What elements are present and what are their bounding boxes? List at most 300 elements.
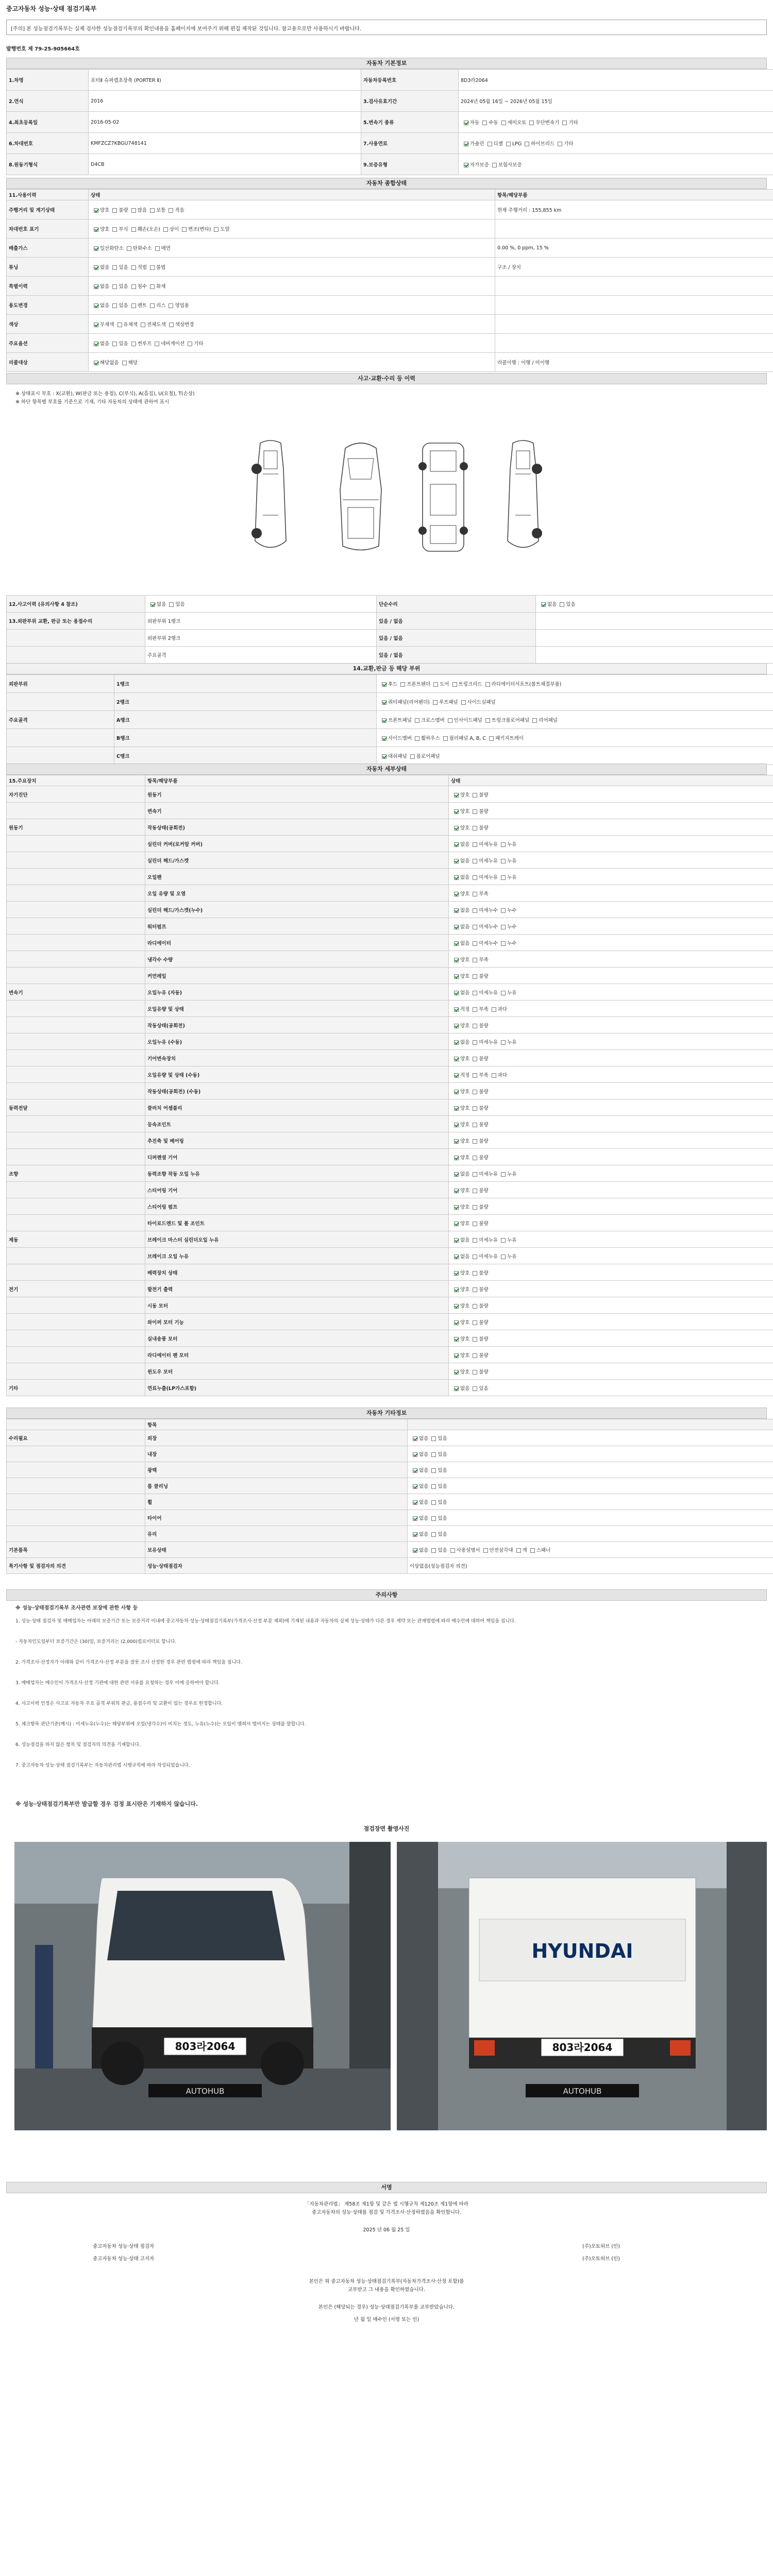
checkbox[interactable] — [112, 284, 117, 289]
checkbox[interactable] — [489, 736, 494, 741]
checkbox[interactable] — [131, 342, 136, 346]
table-cell — [377, 747, 773, 765]
table-cell — [377, 711, 773, 729]
checkbox-label: 없음 — [460, 940, 470, 946]
table-cell — [449, 1198, 773, 1215]
checkbox[interactable] — [473, 1189, 477, 1193]
table-row — [7, 219, 773, 239]
checkbox[interactable] — [431, 1532, 436, 1537]
checkbox[interactable] — [150, 265, 155, 270]
checkbox[interactable] — [473, 1073, 477, 1078]
checkbox[interactable] — [473, 1106, 477, 1111]
checkbox[interactable] — [454, 1090, 459, 1094]
checkbox[interactable] — [169, 208, 173, 213]
table-cell — [89, 239, 495, 258]
checkbox[interactable] — [410, 754, 415, 759]
checkbox[interactable] — [94, 361, 98, 365]
checkbox[interactable] — [112, 265, 117, 270]
table-cell — [495, 315, 773, 334]
checkbox-label: 화재 — [156, 284, 166, 290]
table-row — [7, 902, 773, 918]
table-cell — [495, 334, 773, 353]
checkbox[interactable] — [454, 1156, 459, 1160]
checkbox[interactable] — [492, 163, 497, 167]
table-row — [7, 596, 773, 613]
checkbox[interactable] — [454, 1222, 459, 1226]
checkbox[interactable] — [413, 1484, 417, 1489]
checkbox[interactable] — [450, 1548, 455, 1553]
checkbox[interactable] — [431, 1500, 436, 1505]
table-row — [7, 747, 773, 765]
checkbox[interactable] — [150, 602, 155, 607]
checkbox[interactable] — [454, 941, 459, 946]
checkbox-label: 도어 — [440, 682, 449, 687]
checkbox[interactable] — [112, 227, 117, 232]
checkbox[interactable] — [454, 1172, 459, 1177]
checkbox-label: 사이드실패널 — [467, 700, 496, 705]
table-cell — [7, 1050, 145, 1066]
checkbox-label: 훼손(오손) — [137, 227, 160, 232]
table-row — [7, 693, 773, 711]
checkbox[interactable] — [473, 1271, 477, 1276]
checkbox[interactable] — [473, 809, 477, 814]
checkbox[interactable] — [117, 323, 122, 327]
checkbox-label: 미세누수 — [479, 924, 498, 930]
checkbox-label: 있음 — [119, 284, 128, 290]
checkbox-label: 일산화탄소 — [100, 246, 124, 251]
table-row — [7, 1083, 773, 1099]
table-cell: 기타 — [7, 1380, 145, 1396]
checkbox[interactable] — [461, 700, 466, 705]
checkbox[interactable] — [413, 1436, 417, 1441]
checkbox[interactable] — [454, 1073, 459, 1078]
checkbox[interactable] — [454, 991, 459, 995]
table-row — [7, 200, 773, 219]
table-cell: 수리필요 — [7, 1430, 145, 1446]
checkbox[interactable] — [382, 700, 386, 705]
table-row — [7, 239, 773, 258]
checkbox-label: 자가보증 — [470, 162, 489, 168]
checkbox[interactable] — [473, 842, 477, 847]
checkbox[interactable] — [501, 941, 506, 946]
checkbox[interactable] — [454, 1057, 459, 1061]
checkbox[interactable] — [473, 1139, 477, 1144]
checkbox-label: 양호 — [460, 1122, 470, 1128]
checkbox[interactable] — [473, 1337, 477, 1342]
checkbox[interactable] — [482, 121, 487, 125]
table-cell: B랭크 — [114, 729, 377, 747]
table-row — [7, 353, 773, 372]
checkbox-label: 프론트패널 — [388, 718, 412, 723]
table-cell: 2.연식 — [7, 91, 89, 112]
checkbox[interactable] — [431, 1516, 436, 1521]
checkbox-label: 누유 — [507, 990, 517, 996]
table-row — [7, 1494, 773, 1510]
table-cell — [7, 647, 145, 664]
checkbox[interactable] — [525, 142, 529, 146]
checkbox[interactable] — [131, 227, 136, 232]
checkbox[interactable] — [163, 227, 168, 232]
car-top-front-diagram — [330, 438, 392, 556]
checkbox[interactable] — [464, 121, 468, 125]
checkbox[interactable] — [454, 842, 459, 847]
checkbox[interactable] — [454, 925, 459, 929]
checkbox[interactable] — [415, 736, 419, 741]
checkbox[interactable] — [454, 859, 459, 863]
checkbox[interactable] — [413, 1532, 417, 1537]
checkbox[interactable] — [473, 925, 477, 929]
checkbox[interactable] — [464, 142, 468, 146]
checkbox[interactable] — [541, 602, 546, 607]
table-cell — [408, 1494, 773, 1510]
checkbox[interactable] — [485, 682, 490, 687]
checkbox[interactable] — [169, 323, 174, 327]
checkbox[interactable] — [485, 718, 490, 723]
checkbox[interactable] — [431, 1484, 436, 1489]
table-cell: 성능·상태점검자 — [145, 1558, 408, 1574]
checkbox[interactable] — [431, 1548, 436, 1553]
checkbox-label: 양호 — [460, 1270, 470, 1276]
checkbox-label: 썬루프 — [137, 341, 152, 347]
checkbox-label: 불법 — [156, 265, 166, 270]
checkbox-label: 잭 — [522, 1548, 527, 1553]
table-cell — [7, 1215, 145, 1231]
checkbox[interactable] — [454, 1255, 459, 1259]
table-cell: 1랭크 — [114, 675, 377, 693]
checkbox[interactable] — [473, 859, 477, 863]
table-cell — [495, 296, 773, 315]
checkbox[interactable] — [94, 227, 98, 232]
table-cell: 리콜대상 — [7, 353, 89, 372]
checkbox[interactable] — [454, 793, 459, 798]
checkbox[interactable] — [501, 925, 506, 929]
checkbox[interactable] — [473, 793, 477, 798]
checkbox[interactable] — [473, 908, 477, 913]
table-cell — [377, 693, 773, 711]
table-row — [7, 133, 773, 154]
checkbox[interactable] — [492, 1073, 496, 1078]
table-row — [7, 315, 773, 334]
checkbox[interactable] — [94, 284, 98, 289]
checkbox[interactable] — [473, 1370, 477, 1375]
checkbox[interactable] — [112, 303, 117, 308]
table-row — [7, 1099, 773, 1116]
checkbox[interactable] — [501, 1040, 506, 1045]
checkbox[interactable] — [501, 842, 506, 847]
price-label: 중고자동차 성능·상태 고지자 — [93, 2256, 155, 2262]
checkbox[interactable] — [433, 700, 438, 705]
checkbox-label: 쿼터패널(리어펜더) — [388, 700, 430, 705]
checkbox-label: 전체도색 — [147, 322, 166, 328]
checkbox[interactable] — [473, 1024, 477, 1028]
checkbox[interactable] — [382, 736, 386, 741]
table-cell: 리콜이행 : 이행 / 미이행 — [495, 353, 773, 372]
checkbox[interactable] — [454, 974, 459, 979]
checkbox[interactable] — [127, 246, 131, 251]
checkbox[interactable] — [94, 303, 98, 308]
checkbox[interactable] — [473, 1304, 477, 1309]
table-cell: 있음 / 없음 — [377, 613, 536, 630]
checkbox[interactable] — [473, 875, 477, 880]
table-cell — [89, 258, 495, 277]
checkbox[interactable] — [131, 284, 136, 289]
checkbox[interactable] — [492, 1007, 496, 1012]
checkbox[interactable] — [501, 875, 506, 880]
checkbox[interactable] — [473, 1156, 477, 1160]
checkbox[interactable] — [155, 246, 160, 251]
checkbox[interactable] — [131, 265, 136, 270]
checkbox[interactable] — [473, 1123, 477, 1127]
checkbox[interactable] — [454, 892, 459, 896]
checkbox[interactable] — [473, 991, 477, 995]
checkbox-label: 불량 — [479, 1105, 489, 1111]
checkbox[interactable] — [473, 826, 477, 831]
checkbox[interactable] — [155, 342, 159, 346]
checkbox-label: 없음 — [419, 1516, 429, 1521]
table-cell: 오일유량 및 상태 (수동) — [145, 1066, 449, 1083]
checkbox[interactable] — [473, 958, 477, 962]
checkbox-label: 플로어패널 — [416, 754, 440, 759]
checkbox[interactable] — [454, 826, 459, 831]
checkbox[interactable] — [562, 121, 567, 125]
checkbox[interactable] — [473, 1007, 477, 1012]
checkbox[interactable] — [454, 1271, 459, 1276]
checkbox-label: 매연 — [161, 246, 171, 251]
checkbox-label: 후드 — [388, 682, 398, 687]
checkbox[interactable] — [473, 1222, 477, 1226]
checkbox[interactable] — [150, 303, 155, 308]
checkbox[interactable] — [431, 1452, 436, 1457]
checkbox[interactable] — [501, 859, 506, 863]
checkbox[interactable] — [464, 163, 468, 167]
table-cell: 9.보증유형 — [361, 154, 459, 175]
checkbox[interactable] — [94, 265, 98, 270]
checkbox[interactable] — [443, 736, 448, 741]
checkbox-label: 있음 — [438, 1468, 447, 1473]
table-row — [7, 1149, 773, 1165]
checkbox[interactable] — [501, 991, 506, 995]
checkbox[interactable] — [473, 1287, 477, 1292]
checkbox[interactable] — [150, 208, 155, 213]
table-cell — [408, 1478, 773, 1494]
checkbox-label: 없음 — [100, 303, 110, 309]
checkbox[interactable] — [473, 1386, 477, 1391]
note-line: - 자동차인도일부터 보증기간은 (30)일, 보증거리는 (2,000)킬로미터로 합니다. — [15, 1639, 177, 1645]
checkbox-label: 스패너 — [536, 1548, 551, 1553]
checkbox[interactable] — [433, 682, 438, 687]
note-line: 2. 가격조사·산정자가 아래와 같이 가격조사·산정 부분을 잘못 조사 산정한 경우 관련 법령에 따라 책임을 집니다. — [15, 1660, 242, 1665]
checkbox[interactable] — [454, 1139, 459, 1144]
checkbox[interactable] — [454, 1040, 459, 1045]
checkbox[interactable] — [94, 208, 98, 213]
table-cell — [7, 1297, 145, 1314]
checkbox[interactable] — [454, 1238, 459, 1243]
checkbox[interactable] — [501, 1238, 506, 1243]
table-cell: 오일유량 및 상태 — [145, 1001, 449, 1017]
checkbox[interactable] — [473, 941, 477, 946]
checkbox-label: 누유 — [507, 1253, 517, 1260]
checkbox-label: 사용설명서 — [456, 1548, 480, 1553]
table-row — [7, 1297, 773, 1314]
table-cell: 스티어링 펌프 — [145, 1198, 449, 1215]
checkbox[interactable] — [131, 303, 136, 308]
checkbox[interactable] — [169, 602, 174, 607]
checkbox[interactable] — [454, 1370, 459, 1375]
checkbox[interactable] — [454, 1337, 459, 1342]
checkbox[interactable] — [413, 1516, 417, 1521]
checkbox[interactable] — [530, 1548, 535, 1553]
checkbox[interactable] — [454, 809, 459, 814]
rear-photo — [397, 1842, 767, 2130]
checkbox[interactable] — [473, 1255, 477, 1259]
checkbox-label: 필러패널 A, B, C — [449, 736, 486, 741]
checkbox[interactable] — [483, 1548, 488, 1553]
checkbox[interactable] — [473, 1205, 477, 1210]
checkbox[interactable] — [473, 1040, 477, 1045]
checkbox[interactable] — [454, 1106, 459, 1111]
table-cell — [89, 200, 495, 219]
table-cell: 브레이크 오일 누유 — [145, 1248, 449, 1264]
table-row — [7, 935, 773, 951]
checkbox-label: 휠하우스 — [421, 736, 440, 741]
checkbox[interactable] — [141, 323, 145, 327]
sign-statement-2: 중고자동차의 성능·상태를 점검 및 가격조사·산정하였음을 확인합니다. — [311, 2210, 462, 2215]
checkbox[interactable] — [448, 718, 452, 723]
checkbox[interactable] — [473, 1057, 477, 1061]
table-cell: 7.사용연료 — [361, 133, 459, 154]
checkbox-label: 없음 — [157, 602, 166, 607]
checkbox[interactable] — [454, 1353, 459, 1358]
checkbox[interactable] — [454, 1205, 459, 1210]
table-cell — [89, 277, 495, 296]
checkbox[interactable] — [400, 682, 405, 687]
checkbox[interactable] — [454, 958, 459, 962]
checkbox[interactable] — [413, 1468, 417, 1473]
checkbox[interactable] — [529, 121, 534, 125]
checkbox-label: 누유 — [507, 1171, 517, 1177]
checkbox[interactable] — [454, 1007, 459, 1012]
checkbox[interactable] — [431, 1436, 436, 1441]
checkbox[interactable] — [188, 342, 192, 346]
checkbox[interactable] — [454, 908, 459, 913]
checkbox[interactable] — [560, 602, 564, 607]
table-row — [7, 613, 773, 630]
table-cell: 외판부위 1랭크 — [145, 613, 377, 630]
checkbox[interactable] — [131, 208, 136, 213]
table-cell: 8D3라2064 — [459, 70, 773, 91]
checkbox-label: 안전삼각대 — [489, 1548, 513, 1553]
front-photo — [14, 1842, 391, 2130]
checkbox[interactable] — [415, 718, 419, 723]
table-cell — [408, 1419, 773, 1430]
checkbox-label: 양호 — [460, 973, 470, 979]
checkbox[interactable] — [413, 1452, 417, 1457]
checkbox[interactable] — [169, 303, 173, 308]
checkbox[interactable] — [558, 142, 562, 146]
section-damage: 사고·교환·수리 등 이력 — [6, 373, 767, 384]
table-row — [7, 1363, 773, 1380]
checkbox[interactable] — [112, 208, 117, 213]
checkbox[interactable] — [431, 1468, 436, 1473]
checkbox[interactable] — [473, 1353, 477, 1358]
checkbox[interactable] — [501, 121, 506, 125]
table-row — [7, 1215, 773, 1231]
checkbox[interactable] — [454, 1386, 459, 1391]
table-cell — [449, 1314, 773, 1330]
checkbox[interactable] — [112, 342, 117, 346]
table-cell: 있음 / 없음 — [377, 630, 536, 647]
checkbox[interactable] — [516, 1548, 521, 1553]
checkbox[interactable] — [413, 1500, 417, 1505]
table-row — [7, 786, 773, 803]
checkbox[interactable] — [473, 974, 477, 979]
table-cell — [449, 1001, 773, 1017]
table-row — [7, 1462, 773, 1478]
notice-text: [주의] 본 성능점검기록부는 실제 검사한 성능점검기록부의 확인내용을 홈페이지에 보여주기 위해 편집 제작된 것입니다. 참고용으로만 사용하시기 바랍니다. — [11, 26, 362, 32]
checkbox[interactable] — [473, 1172, 477, 1177]
checkbox[interactable] — [413, 1548, 417, 1553]
note-line: 3. 매매업자는 매수인이 가격조사·산정 기관에 대한 관련 서류를 요청하는 경우 이에 응하여야 합니다. — [15, 1681, 220, 1686]
table-cell — [7, 1248, 145, 1264]
checkbox[interactable] — [454, 1304, 459, 1309]
checkbox[interactable] — [452, 682, 457, 687]
checkbox[interactable] — [150, 284, 155, 289]
table-cell: 주요골격 — [145, 647, 377, 664]
checkbox[interactable] — [94, 246, 98, 251]
checkbox[interactable] — [122, 361, 127, 365]
checkbox-label: 양호 — [460, 792, 470, 798]
checkbox[interactable] — [501, 1255, 506, 1259]
checkbox[interactable] — [473, 1238, 477, 1243]
checkbox-label: 미세누유 — [479, 990, 498, 996]
table-row — [7, 1526, 773, 1542]
table-row — [7, 1281, 773, 1297]
table-row — [7, 70, 773, 91]
table-cell: 타이어 — [145, 1510, 408, 1526]
table-cell — [7, 885, 145, 902]
table-cell: 브레이크 마스터 실린더오일 누유 — [145, 1231, 449, 1248]
checkbox-label: 없음 — [460, 1237, 470, 1243]
checkbox[interactable] — [382, 754, 386, 759]
checkbox[interactable] — [454, 1189, 459, 1193]
receipt-2: 교부받고 그 내용을 확인하였습니다. — [348, 2287, 425, 2293]
damage-parts-table — [6, 674, 773, 765]
checkbox[interactable] — [473, 1090, 477, 1094]
checkbox[interactable] — [94, 323, 98, 327]
checkbox[interactable] — [454, 1123, 459, 1127]
checkbox[interactable] — [454, 1287, 459, 1292]
table-cell: 조향 — [7, 1165, 145, 1182]
checkbox[interactable] — [454, 1024, 459, 1028]
checkbox[interactable] — [473, 1320, 477, 1325]
checkbox[interactable] — [94, 342, 98, 346]
checkbox[interactable] — [506, 142, 511, 146]
checkbox[interactable] — [488, 142, 492, 146]
checkbox[interactable] — [214, 227, 219, 232]
checkbox[interactable] — [473, 892, 477, 896]
checkbox[interactable] — [532, 718, 537, 723]
checkbox[interactable] — [454, 875, 459, 880]
checkbox[interactable] — [501, 1172, 506, 1177]
checkbox[interactable] — [182, 227, 187, 232]
checkbox[interactable] — [382, 682, 386, 687]
checkbox[interactable] — [382, 718, 386, 723]
checkbox-label: 없음 — [460, 858, 470, 864]
table-row — [7, 647, 773, 664]
checkbox-label: 없음 — [100, 341, 110, 347]
checkbox[interactable] — [501, 908, 506, 913]
checkbox[interactable] — [454, 1320, 459, 1325]
